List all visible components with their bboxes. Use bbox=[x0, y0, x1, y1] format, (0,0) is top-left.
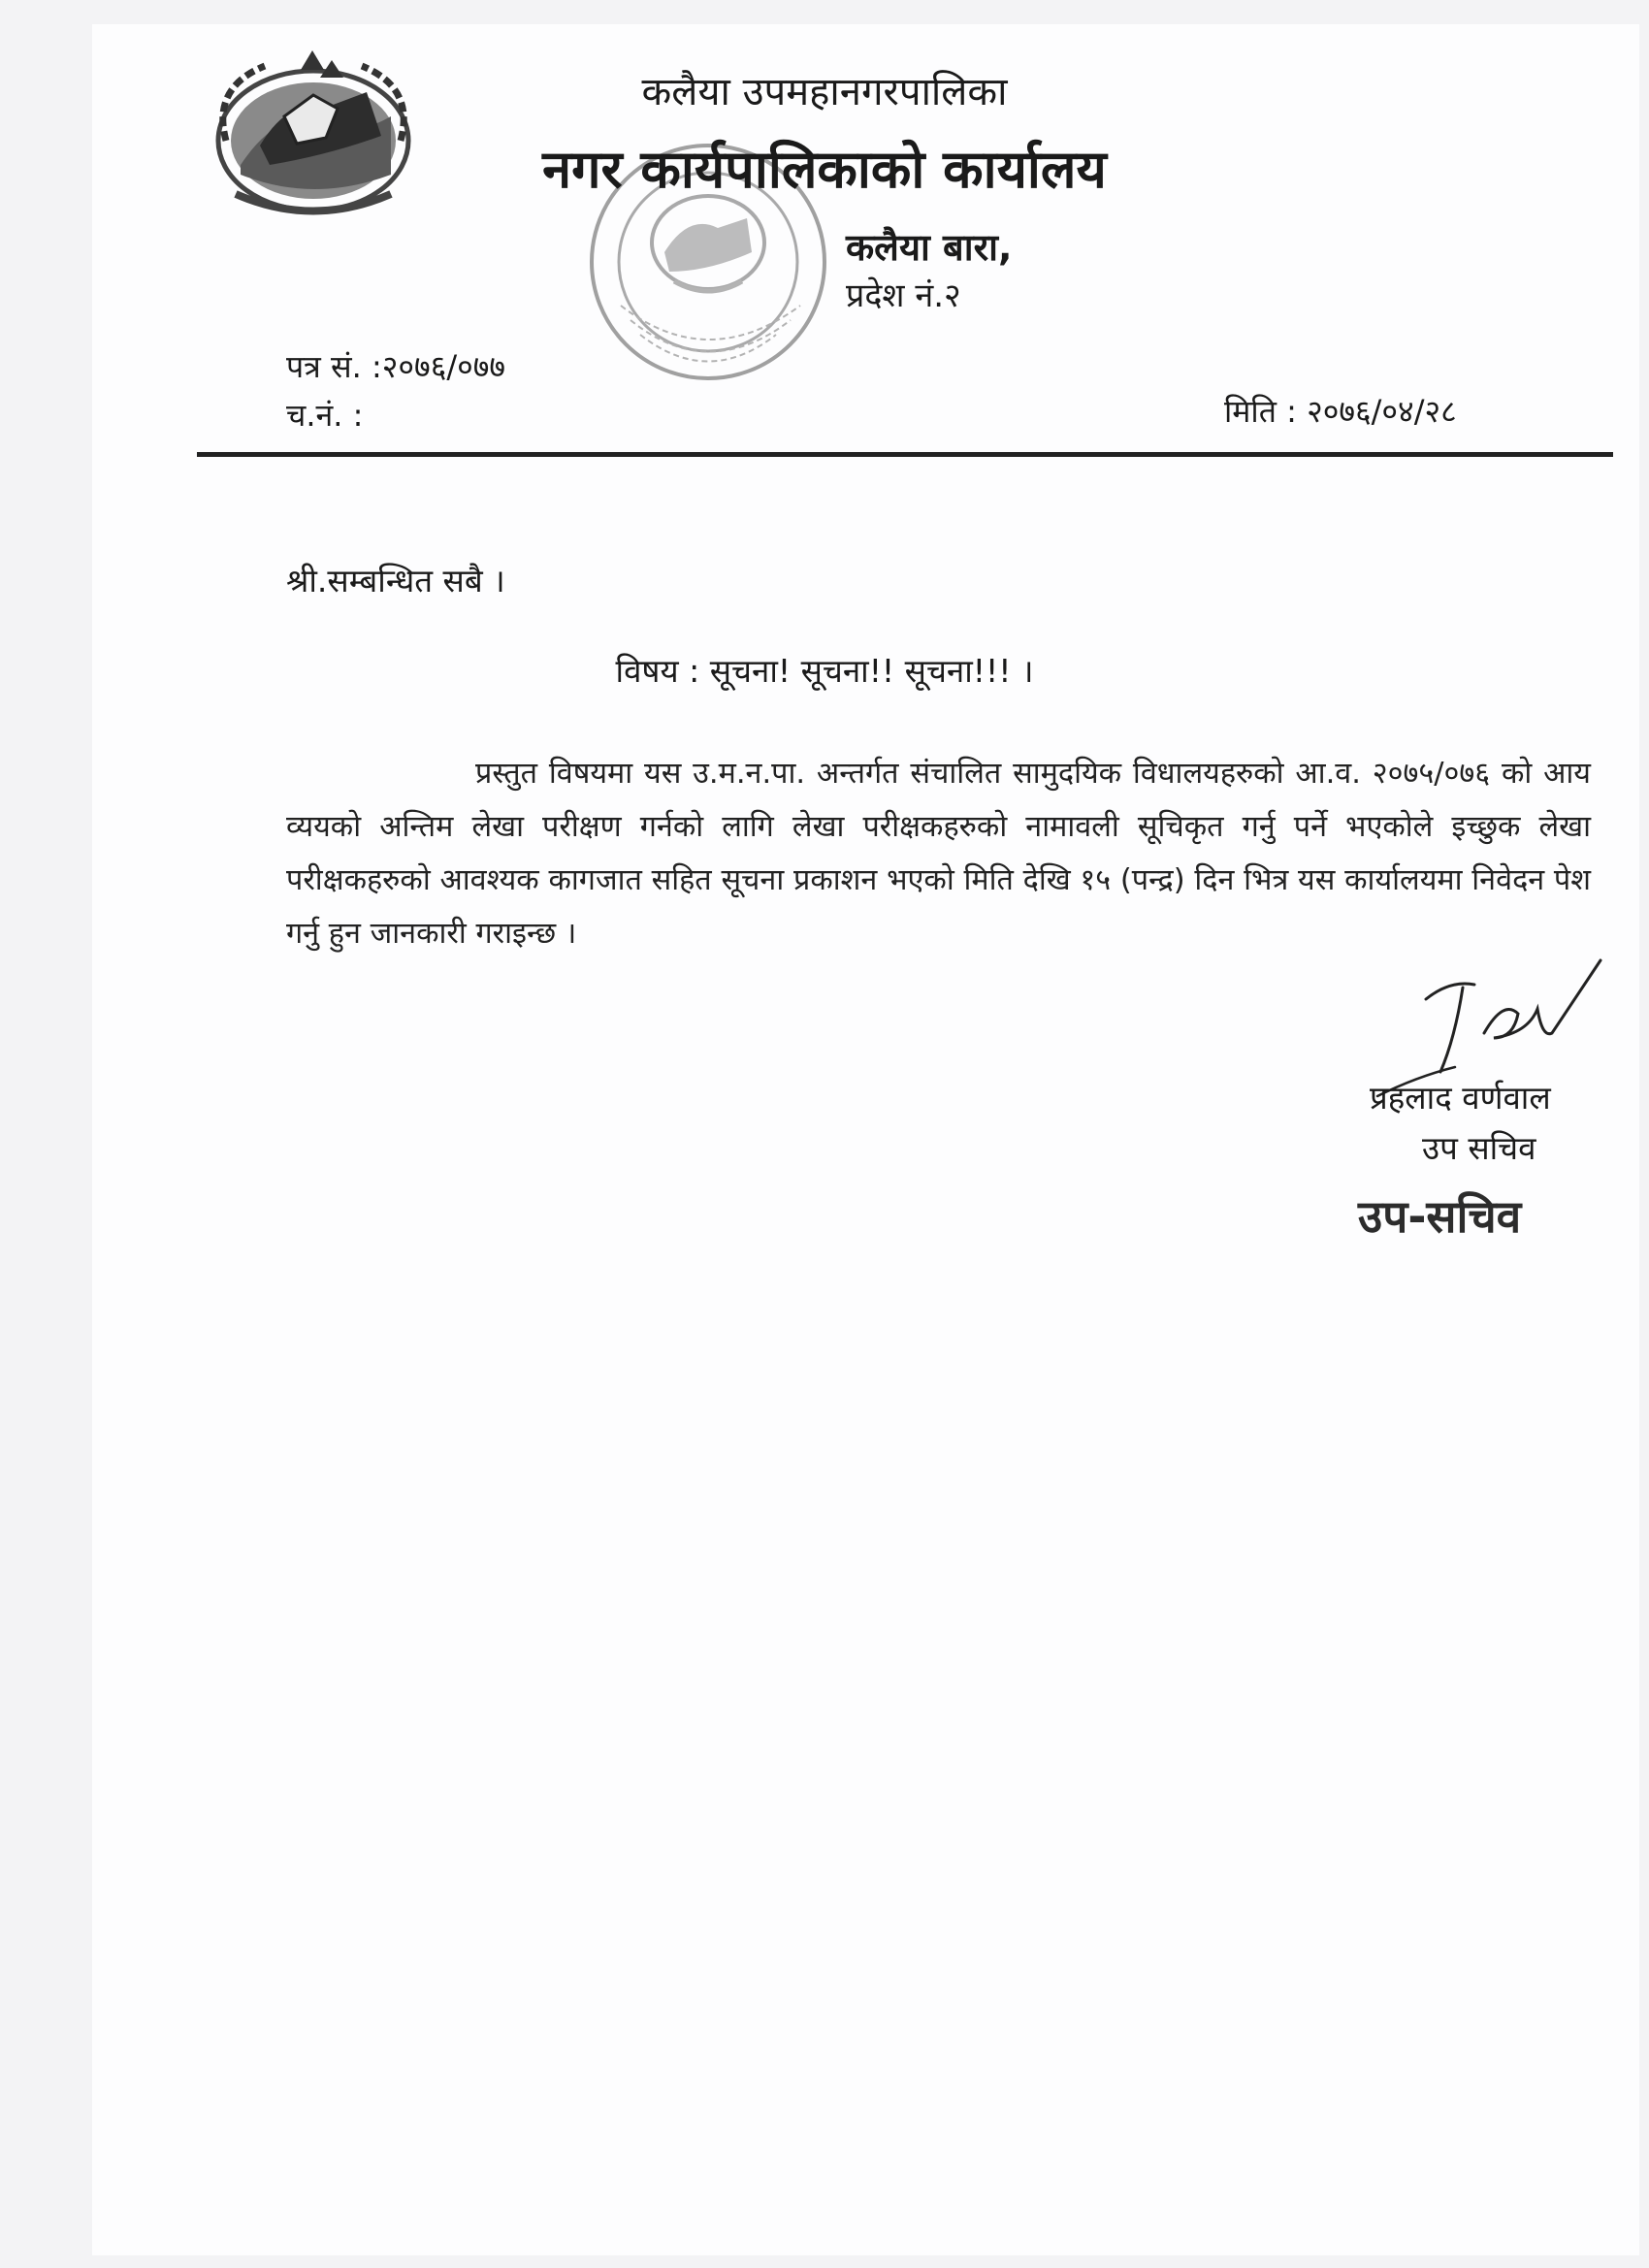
office-location: कलैया बारा, bbox=[846, 226, 1013, 269]
dispatch-number: च.नं. : bbox=[286, 397, 364, 434]
recipient: श्री.सम्बन्धित सबै । bbox=[286, 562, 505, 599]
office-name: नगर कार्यपालिकाको कार्यालय bbox=[542, 139, 1107, 200]
signatory-name: प्रहलाद वर्णवाल bbox=[1370, 1079, 1551, 1117]
letter-date: मिति : २०७६/०४/२८ bbox=[1224, 393, 1457, 430]
signatory-title: उप सचिव bbox=[1422, 1129, 1536, 1167]
reference-number: पत्र सं. :२०७६/०७७ bbox=[286, 348, 506, 385]
province-number: प्रदेश नं.२ bbox=[846, 276, 961, 315]
municipality-name: कलैया उपमहानगरपालिका bbox=[641, 70, 1008, 114]
designation-stamp: उप-सचिव bbox=[1358, 1190, 1522, 1243]
header-divider bbox=[197, 452, 1613, 457]
notice-body: प्रस्तुत विषयमा यस उ.म.न.पा. अन्तर्गत संचालित सामुदयिक विधालयहरुको आ.व. २०७५/०७६ को आय व्ययको अन्तिम लेखा परीक्षण गर्नको लागि लेखा परीक्षकहरुको नामावली सूचिकृत गर्नु पर्ने भएकोले इच्छुक लेखा परीक्षकहरुको आवश्यक कागजात सहित सूचना प्रकाशन भएको मिति देखि १५ (पन्द्र) दिन भित्र यस कार्यालयमा निवेदन पेश गर्नु हुन जानकारी गराइन्छ । bbox=[286, 757, 1591, 951]
subject-line: विषय : सूचना! सूचना!! सूचना!!! । bbox=[615, 652, 1034, 690]
